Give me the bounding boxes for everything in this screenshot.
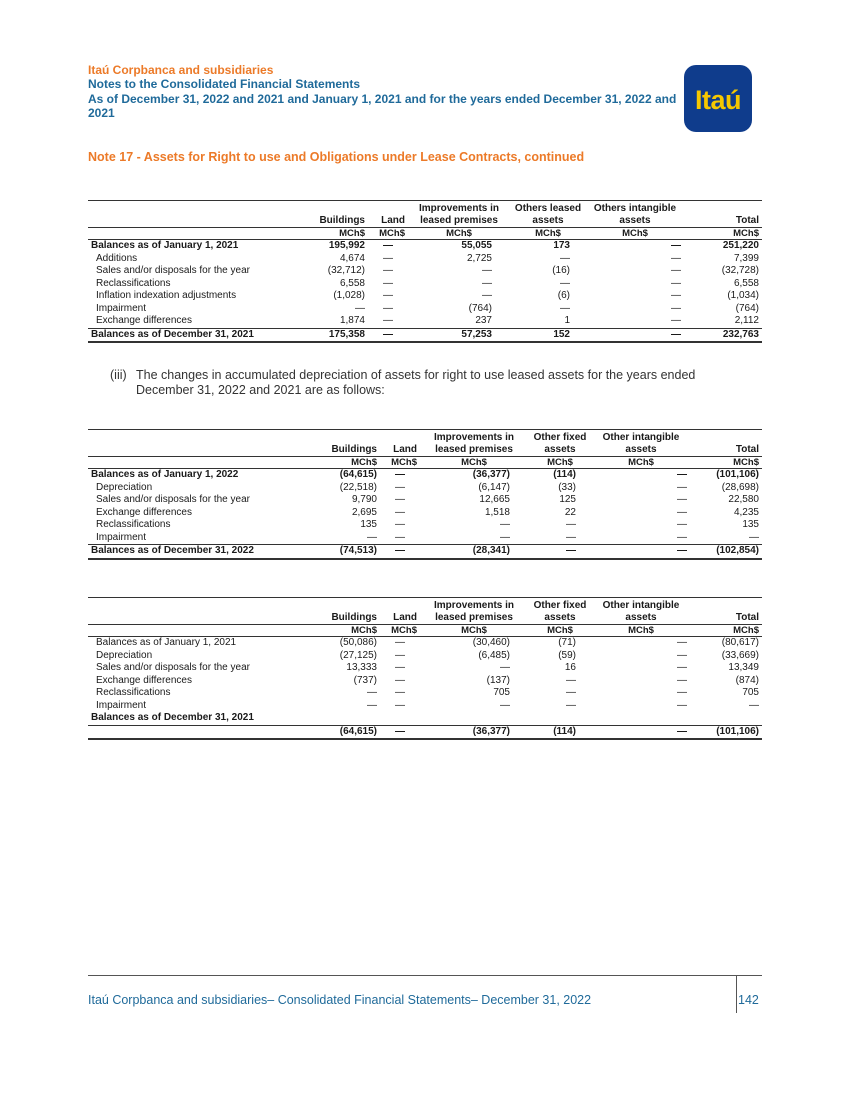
table-cell: — [367, 687, 377, 698]
table-cell: — [395, 494, 405, 505]
row-label: Sales and/or disposals for the year [96, 494, 250, 505]
table-cell: 13,333 [346, 662, 377, 673]
unit-label: MCh$ [592, 625, 690, 637]
table-cell: — [500, 699, 510, 711]
row-label: Impairment [96, 699, 147, 711]
header-spacer [88, 430, 306, 457]
table-cell: — [383, 265, 393, 276]
row-label: Sales and/or disposals for the year [96, 662, 250, 673]
table-cell: — [383, 290, 393, 301]
table-cell: 6,558 [733, 277, 759, 289]
table-row [88, 253, 762, 266]
table-cell: (32,728) [721, 265, 759, 276]
table-cell [306, 712, 380, 725]
col-header: Other fixed assets [528, 598, 592, 625]
table-cell: — [671, 240, 681, 251]
table-cell: 1 [564, 315, 570, 326]
table-cell: — [500, 519, 510, 530]
table-cell: (101,106) [716, 469, 759, 480]
table-cell: 173 [553, 240, 570, 251]
row-label: Balances as of December 31, 2021 [88, 328, 306, 342]
unit-label: MCh$ [592, 457, 690, 469]
unit-label: MCh$ [586, 228, 684, 240]
table-cell: — [677, 519, 687, 530]
table-header-row [88, 430, 762, 457]
table-cell [420, 712, 528, 725]
table-cell: 12,665 [479, 494, 510, 505]
table-cell: — [500, 662, 510, 673]
accumulated-depreciation-table-2021 [88, 597, 762, 740]
table-cell: 22 [564, 506, 576, 518]
row-label: Depreciation [96, 481, 153, 493]
table-cell: 705 [742, 687, 759, 698]
table-row [88, 545, 762, 559]
table-cell: — [482, 290, 492, 301]
table-cell: — [749, 531, 759, 543]
header-subtitle: Notes to the Consolidated Financial Statements [88, 77, 361, 92]
table-row [88, 532, 762, 545]
table-cell: 251,220 [722, 240, 759, 251]
table-cell: — [671, 315, 681, 326]
col-header: Total [690, 598, 762, 625]
col-header: Total [690, 430, 762, 457]
page-number: 142 [738, 993, 759, 1007]
col-header: Buildings [306, 201, 368, 228]
table-row [88, 315, 762, 328]
unit-label: MCh$ [420, 457, 528, 469]
table-cell: — [482, 265, 492, 276]
table-cell: — [586, 328, 684, 342]
unit-label: MCh$ [420, 625, 528, 637]
table-cell: — [395, 531, 405, 543]
table-cell: (16) [552, 265, 570, 276]
table-cell: (137) [486, 674, 510, 686]
col-header: Others leased assets [510, 201, 586, 228]
table-cell: — [528, 545, 592, 559]
table-cell: — [395, 699, 405, 711]
table-cell: (28,698) [721, 481, 759, 493]
row-label: Balances as of January 1, 2022 [91, 469, 239, 480]
table-row [88, 265, 762, 278]
table-cell: — [749, 699, 759, 711]
col-header: Improvements in leased premises [420, 430, 528, 457]
table-cell: — [677, 649, 687, 661]
table-cell: (32,712) [327, 265, 365, 276]
unit-label: MCh$ [380, 457, 420, 469]
table-cell: 2,725 [466, 252, 492, 264]
table-cell: — [395, 469, 405, 480]
table-row [88, 725, 762, 739]
table-cell: — [671, 265, 681, 276]
table-row [88, 662, 762, 675]
unit-label: MCh$ [528, 457, 592, 469]
table-cell: — [677, 662, 687, 673]
row-label: Depreciation [96, 649, 153, 661]
table-cell: (114) [528, 725, 592, 739]
table-cell: — [592, 725, 690, 739]
table-cell: — [395, 506, 405, 518]
table-cell: 13,349 [728, 662, 759, 673]
col-header: Other intangible assets [592, 430, 690, 457]
unit-label: MCh$ [528, 625, 592, 637]
table-cell: — [677, 494, 687, 505]
table-cell: 152 [510, 328, 586, 342]
table-cell: (50,086) [339, 637, 377, 648]
header-spacer [88, 201, 306, 228]
table-row [88, 519, 762, 532]
paragraph-line: December 31, 2022 and 2021 are as follows: [136, 383, 385, 397]
col-header: Total [684, 201, 762, 228]
col-header: Others intangible assets [586, 201, 684, 228]
unit-label: MCh$ [368, 228, 408, 240]
table-cell: (33,669) [721, 649, 759, 661]
note-title: Note 17 - Assets for Right to use and Obligations under Lease Contracts, continued [88, 150, 585, 164]
unit-label: MCh$ [684, 228, 762, 240]
table-cell: — [383, 302, 393, 314]
table-cell: — [367, 699, 377, 711]
table-cell: — [395, 649, 405, 661]
table-cell: — [368, 328, 408, 342]
unit-label: MCh$ [510, 228, 586, 240]
table-row [88, 712, 762, 725]
table-cell: — [566, 687, 576, 698]
table-cell [592, 712, 690, 725]
table-row [88, 278, 762, 291]
table-cell: — [566, 699, 576, 711]
table-cell: — [482, 277, 492, 289]
table-cell: — [395, 687, 405, 698]
unit-label: MCh$ [306, 625, 380, 637]
table-cell: — [395, 519, 405, 530]
footer-divider [736, 975, 737, 1013]
table-row [88, 507, 762, 520]
table-cell: — [677, 481, 687, 493]
table-cell: — [380, 725, 420, 739]
paragraph-line: The changes in accumulated depreciation of assets for right to use leased assets for the years ended [136, 368, 696, 382]
table-cell: (6,147) [478, 481, 510, 493]
table-cell: 1,518 [484, 506, 510, 518]
table-cell: (737) [353, 674, 377, 686]
unit-label: MCh$ [306, 228, 368, 240]
header-period: As of December 31, 2022 and 2021 and January 1, 2021 and for the years ended December 31, 2022 and 2021 [88, 91, 677, 121]
table-cell: 4,674 [339, 252, 365, 264]
table-cell: (6,485) [478, 649, 510, 661]
table-cell: 125 [559, 494, 576, 505]
table-cell: — [566, 519, 576, 530]
unit-label: MCh$ [690, 625, 762, 637]
table-cell: (36,377) [420, 725, 528, 739]
table-cell: (101,106) [690, 725, 762, 739]
table-cell: — [383, 277, 393, 289]
table-cell: — [560, 277, 570, 289]
units-row [88, 457, 762, 469]
logo-text: Itaú [694, 85, 741, 115]
table-header-row [88, 201, 762, 228]
table-cell: — [383, 315, 393, 326]
row-label: Reclassifications [96, 277, 171, 289]
table-cell: — [592, 545, 690, 559]
table-cell: — [395, 637, 405, 648]
table-cell: 57,253 [408, 328, 510, 342]
table-cell: 9,790 [351, 494, 377, 505]
row-label: Balances as of January 1, 2021 [96, 637, 237, 648]
paragraph-iii [110, 368, 770, 398]
itau-logo [684, 65, 752, 132]
table-cell: — [671, 277, 681, 289]
row-label: Reclassifications [96, 519, 171, 530]
header-spacer [88, 625, 306, 637]
table-cell: — [380, 545, 420, 559]
table-cell [380, 712, 420, 725]
table-cell: — [677, 699, 687, 711]
table-cell: — [677, 687, 687, 698]
table-cell: — [671, 252, 681, 264]
table-cell: (80,617) [721, 637, 759, 648]
table-cell: (1,028) [333, 290, 365, 301]
table-cell: (64,615) [306, 725, 380, 739]
table-cell: — [500, 531, 510, 543]
table-row [88, 650, 762, 663]
company-name: Itaú Corpbanca and subsidiaries [88, 63, 274, 77]
table-cell [528, 712, 592, 725]
table-cell: — [560, 252, 570, 264]
row-label: Sales and/or disposals for the year [96, 265, 250, 276]
table-cell: (114) [553, 469, 576, 480]
table-cell: 232,763 [684, 328, 762, 342]
units-row [88, 625, 762, 637]
row-label: Exchange differences [96, 315, 192, 326]
row-label: Additions [96, 252, 138, 264]
table-cell: — [355, 302, 365, 314]
row-label: Impairment [96, 302, 147, 314]
table-cell: (74,513) [306, 545, 380, 559]
table-cell: — [677, 674, 687, 686]
table-cell: — [383, 252, 393, 264]
header-spacer [88, 598, 306, 625]
table-cell: — [677, 637, 687, 648]
row-label: Balances as of January 1, 2021 [91, 240, 239, 251]
table-cell: (22,518) [339, 481, 377, 493]
col-header: Improvements in leased premises [408, 201, 510, 228]
table-cell: — [395, 662, 405, 673]
row-label: Impairment [96, 531, 147, 543]
table-cell: 195,992 [328, 240, 365, 251]
table-cell: (59) [558, 649, 576, 661]
row-label: Inflation indexation adjustments [96, 290, 237, 301]
col-header: Buildings [306, 430, 380, 457]
table-cell: 1,874 [339, 315, 365, 326]
row-label: Reclassifications [96, 687, 171, 698]
table-cell: — [566, 674, 576, 686]
table-cell: — [671, 302, 681, 314]
table-row [88, 290, 762, 303]
table-cell: 2,695 [351, 506, 377, 518]
table-cell: — [383, 240, 393, 251]
table-cell: 4,235 [733, 506, 759, 518]
table-cell: (102,854) [690, 545, 762, 559]
table-cell: (64,615) [339, 469, 377, 480]
table-cell: (27,125) [339, 649, 377, 661]
unit-label: MCh$ [306, 457, 380, 469]
table-row [88, 303, 762, 316]
table-row [88, 482, 762, 495]
table-cell: 2,112 [734, 315, 759, 326]
table-cell: — [677, 506, 687, 518]
row-label: Exchange differences [96, 674, 192, 686]
unit-label: MCh$ [690, 457, 762, 469]
col-header: Other fixed assets [528, 430, 592, 457]
table-cell: — [560, 302, 570, 314]
col-header: Land [380, 598, 420, 625]
col-header: Other intangible assets [592, 598, 690, 625]
table-cell: (28,341) [420, 545, 528, 559]
table-row [88, 494, 762, 507]
table-cell: 175,358 [306, 328, 368, 342]
unit-label: MCh$ [380, 625, 420, 637]
table-cell: 135 [742, 519, 759, 530]
col-header: Land [380, 430, 420, 457]
table-row [88, 687, 762, 700]
table-cell: 55,055 [461, 240, 492, 251]
table-cell: — [395, 674, 405, 686]
header-spacer [88, 228, 306, 240]
table-row [88, 240, 762, 253]
table-cell: (71) [558, 637, 576, 648]
table-cell: 135 [360, 519, 377, 530]
table-row [88, 328, 762, 342]
table-cell: — [671, 290, 681, 301]
table-cell: (874) [735, 674, 759, 686]
table-cell: 7,399 [733, 252, 759, 264]
table-cell: — [367, 531, 377, 543]
table-cell: (6) [557, 290, 570, 301]
paragraph-number: (iii) [110, 368, 127, 382]
unit-label: MCh$ [408, 228, 510, 240]
table-cell: (36,377) [472, 469, 510, 480]
right-of-use-assets-table-2021 [88, 200, 762, 343]
table-cell: — [566, 531, 576, 543]
col-header: Land [368, 201, 408, 228]
table-cell: — [677, 469, 687, 480]
footer-rule [88, 975, 762, 976]
table-cell: (33) [558, 481, 576, 493]
row-label: Balances as of December 31, 2021 [91, 712, 254, 723]
table-row [88, 637, 762, 650]
table-cell: — [395, 481, 405, 493]
table-cell [690, 712, 762, 725]
col-header: Improvements in leased premises [420, 598, 528, 625]
row-label [88, 725, 306, 739]
table-cell: (764) [735, 302, 759, 314]
footer-text: Itaú Corpbanca and subsidiaries– Consolidated Financial Statements– December 31, 2022 [88, 993, 592, 1007]
table-cell: 705 [493, 687, 510, 698]
table-cell: 22,580 [728, 494, 759, 505]
table-cell: 6,558 [339, 277, 365, 289]
units-row [88, 228, 762, 240]
header-spacer [88, 457, 306, 469]
table-row [88, 469, 762, 482]
col-header: Buildings [306, 598, 380, 625]
table-header-row [88, 598, 762, 625]
table-cell: (30,460) [472, 637, 510, 648]
row-label: Exchange differences [96, 506, 192, 518]
table-cell: 16 [564, 662, 576, 673]
accumulated-depreciation-table-2022 [88, 429, 762, 560]
table-cell: (764) [468, 302, 492, 314]
table-row [88, 700, 762, 713]
table-cell: (1,034) [727, 290, 759, 301]
table-cell: — [677, 531, 687, 543]
page-header [88, 63, 688, 121]
row-label: Balances as of December 31, 2022 [88, 545, 306, 559]
table-row [88, 675, 762, 688]
table-cell: 237 [475, 315, 492, 326]
